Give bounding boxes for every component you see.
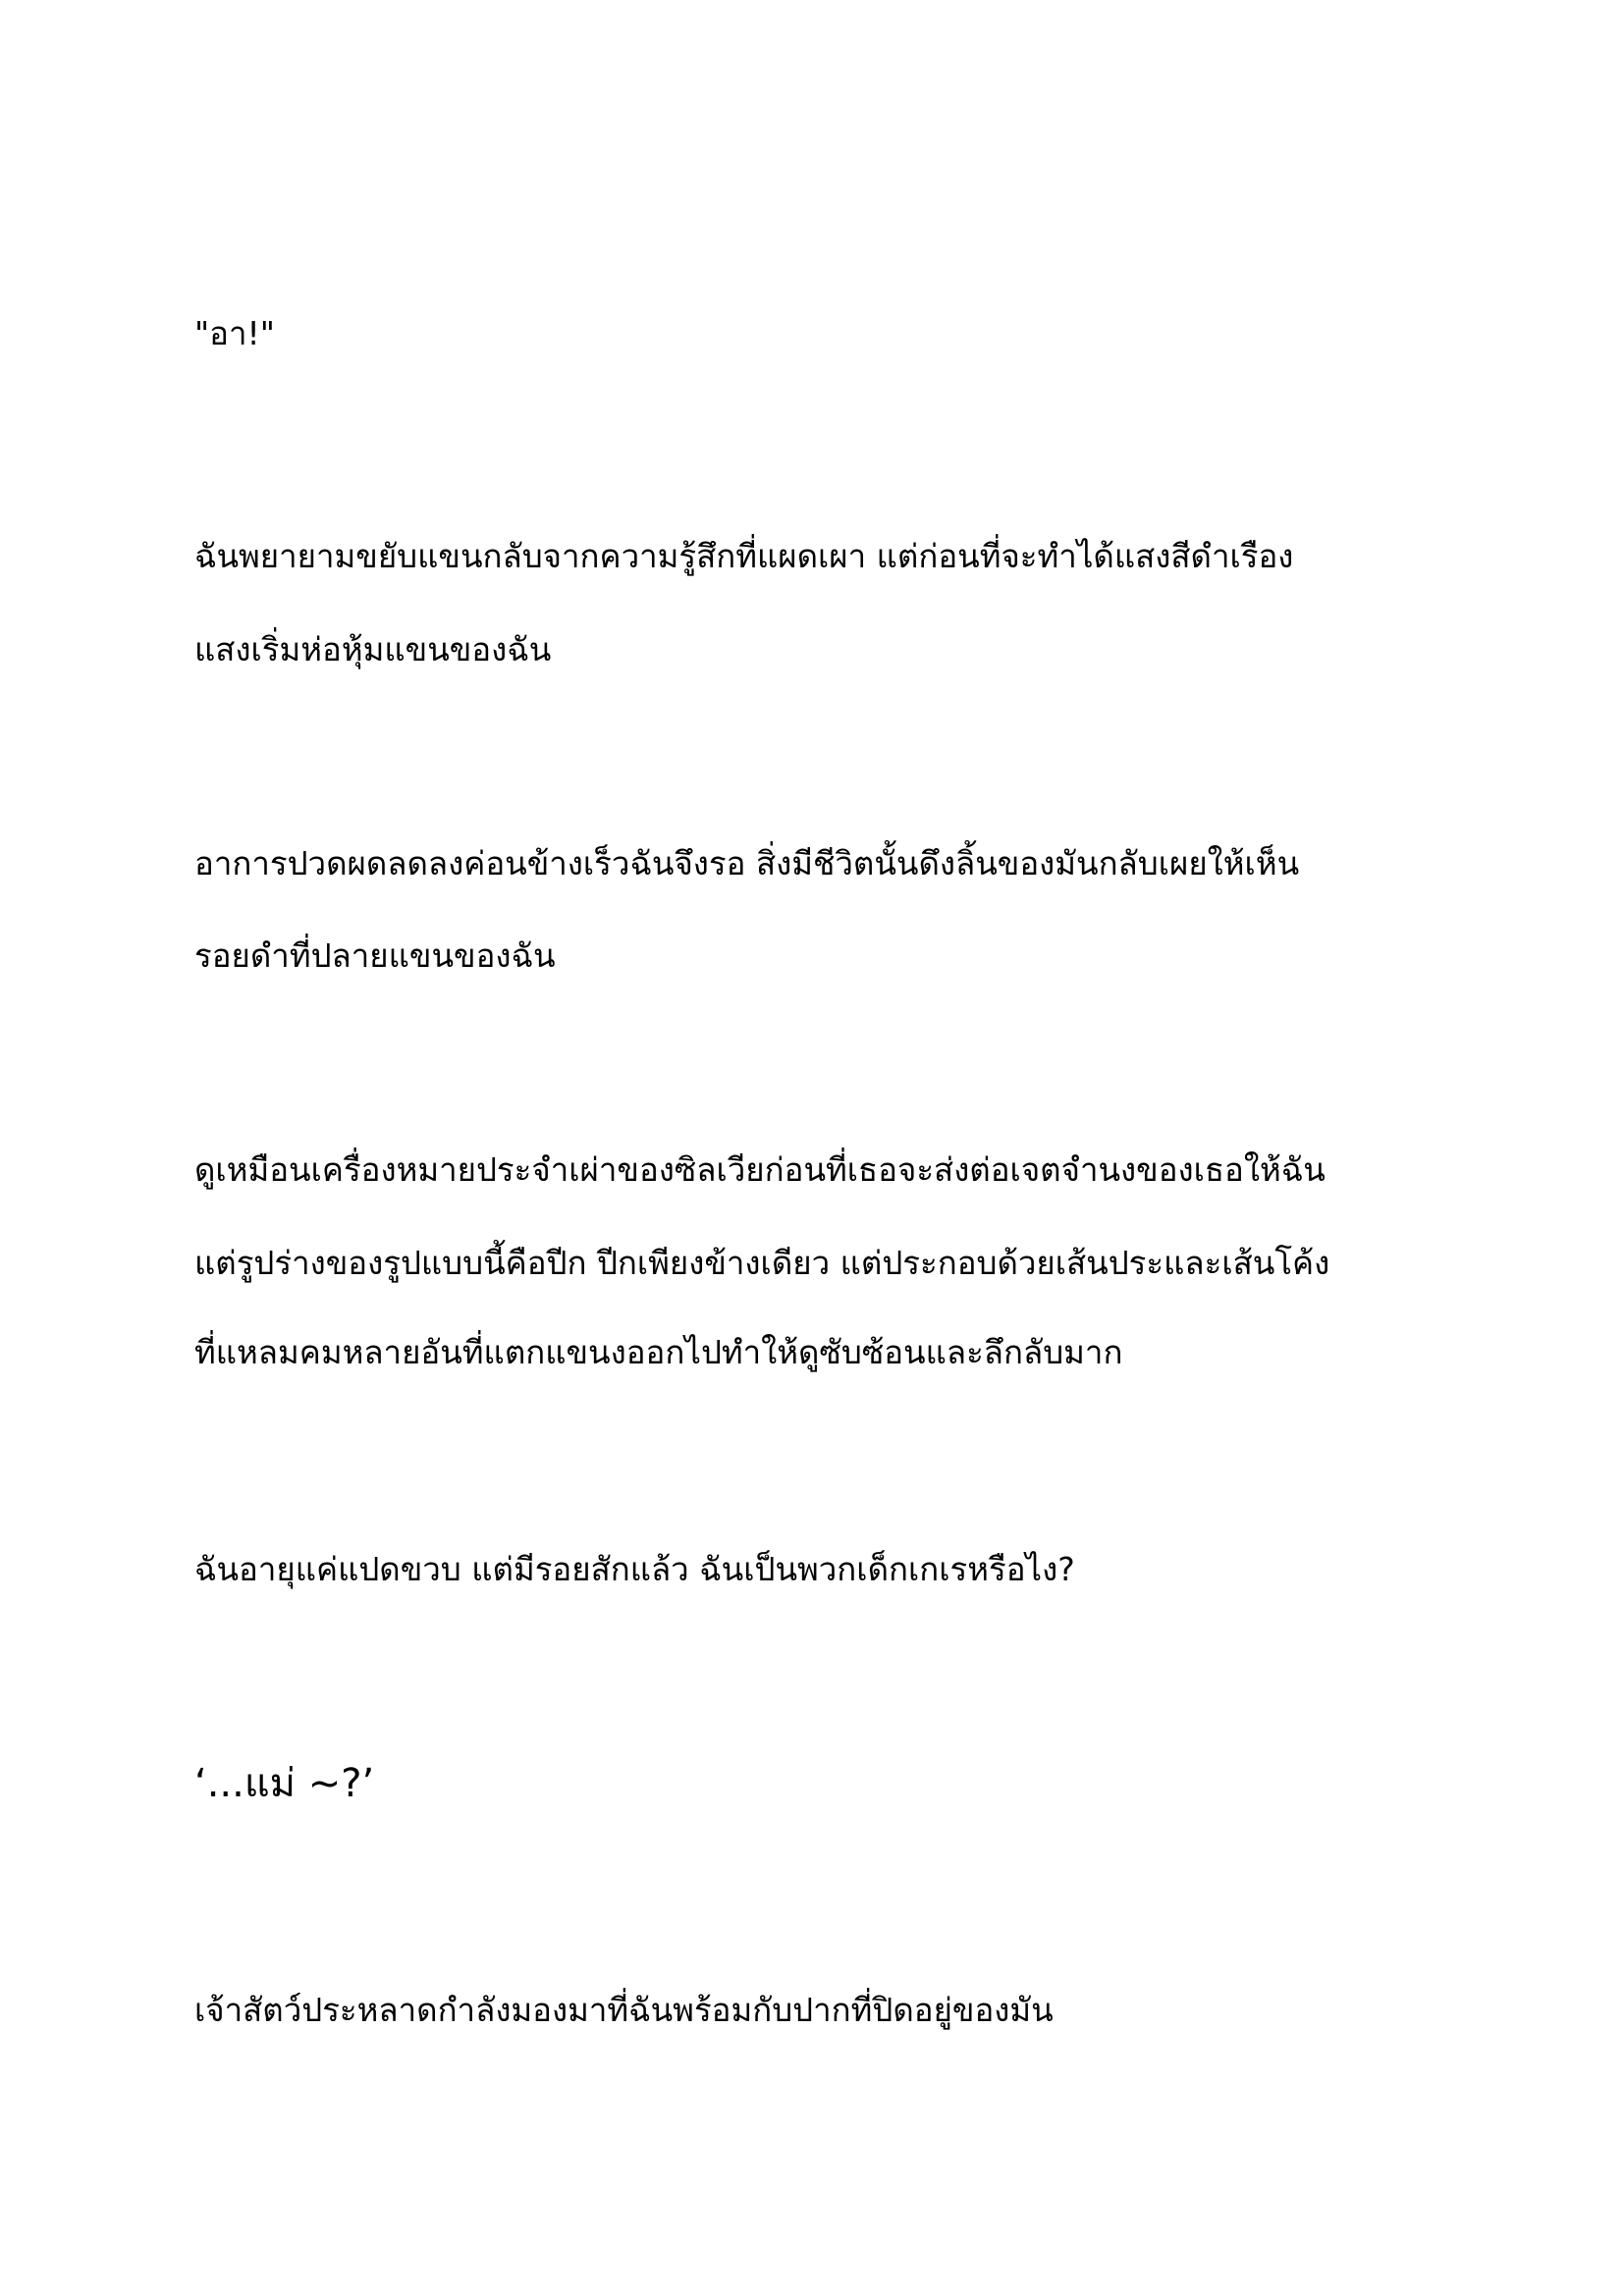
paragraph-2-line-2: รอยดำที่ปลายแขนของฉัน [194,936,556,975]
paragraph-3-line-2: แต่รูปร่างของรูปแบบนี้คือปีก ปีกเพียงข้างเดียว แต่ประกอบด้วยเส้นประและเส้นโค้ง [194,1244,1330,1282]
exclamation-line: "อา!" [194,314,275,352]
paragraph-5-line-1: เจ้าสัตว์ประหลาดกำลังมองมาที่ฉันพร้อมกับปากที่ปิดอยู่ของมัน [194,1991,1054,2029]
paragraph-3-line-3: ที่แหลมคมหลายอันที่แตกแขนงออกไปทำให้ดูซับซ้อนและลึกลับมาก [194,1333,1123,1371]
thought-line: ‘...แม่ ~?’ [194,1761,375,1806]
paragraph-4-line-1: ฉันอายุแค่แปดขวบ แต่มีรอยสักแล้ว ฉันเป็นพวกเด็กเกเรหรือไง? [194,1550,1075,1588]
paragraph-1-line-2: แสงเริ่มห่อหุ้มแขนของฉัน [194,630,552,668]
paragraph-3-line-1: ดูเหมือนเครื่องหมายประจำเผ่าของซิลเวียก่อนที่เธอจะส่งต่อเจตจำนงของเธอให้ฉัน [194,1150,1326,1189]
paragraph-2-line-1: อาการปวดผดลดลงค่อนข้างเร็วฉันจึงรอ สิ่งมีชีวิตนั้นดึงลิ้นของมันกลับเผยให้เห็น [194,844,1300,882]
paragraph-1-line-1: ฉันพยายามขยับแขนกลับจากความรู้สึกที่แผดเผา แต่ก่อนที่จะทำได้แสงสีดำเรือง [194,537,1294,575]
